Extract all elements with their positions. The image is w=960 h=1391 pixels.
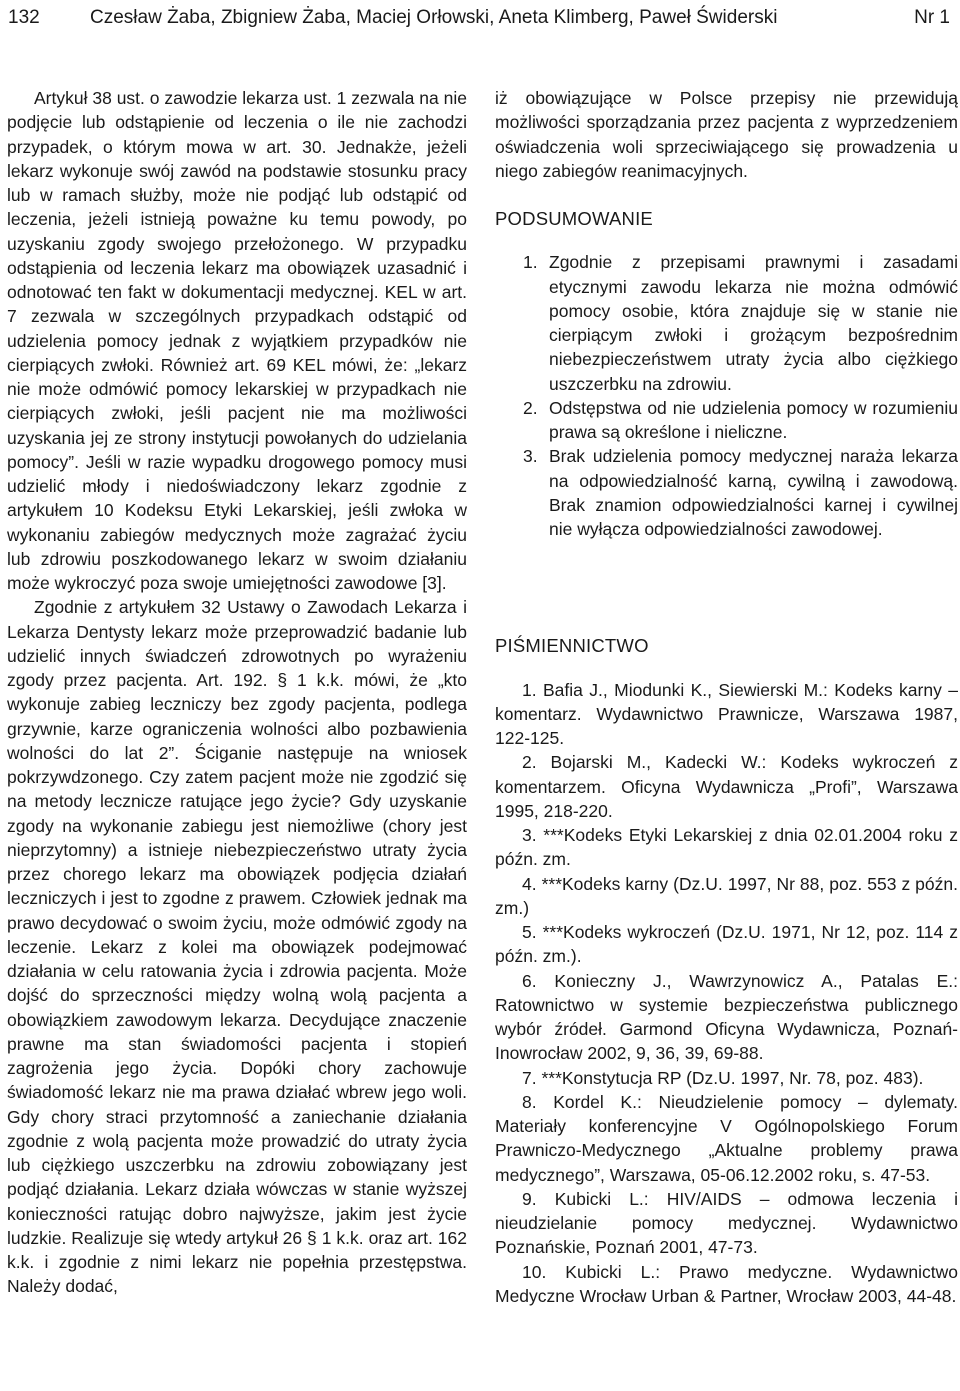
summary-item [495,250,958,396]
summary-item [495,444,958,541]
running-header-authors: Czesław Żaba, Zbigniew Żaba, Maciej Orłowski, Aneta Klimberg, Paweł Świderski [90,7,778,28]
reference-item: 9. Kubicki L.: HIV/AIDS – odmowa leczenia i nieudzielanie pomocy medycznej. Wydawnictwo Poznańskie, Poznań 2001, 47-73. [495,1188,958,1258]
reference-list [495,678,958,1309]
body-paragraph: Zgodnie z artykułem 32 Ustawy o Zawodach Lekarza i Lekarza Dentysty lekarz może przeprowadzić badanie lub udzielić innych świadczeń zdrowotnych po wyrażeniu zgody przez pacjenta. Art. 192. § 1 k.k. mówi, że „kto wykonuje zabieg leczniczy bez zgody pacjenta, podlega grzywnie, karze ograniczenia wolności albo pozbawienia wolności do lat 2”. Ściganie następuje na wniosek pokrzywdzonego. Czy zatem pacjent może nie zgodzić się na metody lecznicze ratujące jego życie? Gdy uzyskanie zgody na wykonanie zabiegu jest niemożliwe (chory jest nieprzytomny) a istnieje niebezpieczeństwo utraty życia przez chorego lekarz ma obowiązek podjęcia działań leczniczych i jest to zgodne z prawem. Człowiek jednak ma prawo decydować o swoim życiu, może odmówić zgody na leczenie. Lekarz z kolei ma obowiązek podejmować działania w celu ratowania życia i zdrowia pacjenta. Może dojść do sprzeczności między wolną wolą pacjenta a obowiązkiem zawodowym lekarza. Decydujące znaczenie prawne ma stan świadomości pacjenta i stopień zagrożenia jego życia. Dopóki chory zachowuje świadomość lekarz nie ma prawa działać wbrew jego woli. Gdy chory straci przytomność a zaniechanie działania zgodnie z wolą pacjenta może prowadzić do utraty życia lub ciężkiego uszczerbku na zdrowiu zobowiązany jest podjąć działania. Lekarz działa wówczas w stanie wyższej konieczności ratując dobro najwyższe, jakim jest życie ludzkie. Realizuje się wtedy artykuł 26 § 1 k.k. oraz art. 162 k.k. i zgodnie z nimi lekarz nie popełnia przestępstwa. Należy dodać, [7,597,467,1297]
right-column [495,86,958,1308]
reference-item: 5. ***Kodeks wykroczeń (Dz.U. 1971, Nr 12, poz. 114 z późn. zm.). [495,922,958,967]
summary-item-number: 2. [523,397,538,418]
issue-number: Nr 1 [914,7,950,28]
running-header [8,5,952,31]
reference-item: 3. ***Kodeks Etyki Lekarskiej z dnia 02.01.2004 roku z późn. zm. [495,825,958,870]
reference-item: 10. Kubicki L.: Prawo medyczne. Wydawnictwo Medyczne Wrocław Urban & Partner, Wrocław 2003, 44-48. [495,1261,958,1306]
summary-item [495,396,958,445]
reference-item: 8. Kordel K.: Nieudzielenie pomocy – dylematy. Materiały konferencyjne V Ogólnopolskiego Forum Prawniczo-Medycznego „Aktualne problemy prawa medycznego”, Warszawa, 05-06.12.2002 roku, s. 47-53. [495,1091,958,1185]
references-heading: PIŚMIENNICTWO [495,635,649,657]
reference-item: 1. Bafia J., Miodunki K., Siewierski M.: Kodeks karny – komentarz. Wydawnictwo Prawnicze, Warszawa 1987, 122-125. [495,679,958,748]
page-number: 132 [8,7,40,28]
body-paragraph: Artykuł 38 ust. o zawodzie lekarza ust. 1 zezwala na nie podjęcie lub odstąpienie od leczenia o ile nie zachodzi przypadek, o którym mowa w art. 30. Jednakże, jeżeli lekarz wykonuje swój zawód na podstawie stosunku pracy lub w ramach służby, może nie podjąć lub odstąpić od leczenia, jeżeli istnieją poważne ku temu powody, po uzyskaniu zgody swojego przełożonego. W przypadku odstąpienia od leczenia lekarz ma obowiązek uzasadnić i odnotować ten fakt w dokumentacji medycznej. KEL w art. 7 zezwala w szczególnych przypadkach odstąpić od udzielenia pomocy jednak z wyjątkiem przypadków nie cierpiących zwłoki. Również art. 69 KEL mówi, że: „lekarz nie może odmówić pomocy lekarskiej w przypadkach nie cierpiących zwłoki, jeśli pacjent nie ma możliwości uzyskania jej ze strony instytucji powołanych do udzielania pomocy”. Jeśli w razie wypadku drogowego pomocy musi udzielić młody i niedoświadczony lekarz zgodnie z artykułem 10 Kodeksu Etyki Lekarskiej, jeśli zwłoka w wykonaniu zabiegów medycznych może zagrażać życiu lub zdrowiu poszkodowanego lekarz w swoim działaniu może wykroczyć poza swoje umiejętności zawodowe [3]. [7,88,467,593]
left-column [7,86,467,1299]
summary-item-text: Odstępstwa od nie udzielenia pomocy w rozumieniu prawa są określone i nieliczne. [549,397,958,442]
reference-item: 6. Konieczny J., Wawrzynowicz A., Patalas E.: Ratownictwo w systemie bezpieczeństwa publicznego wybór źródeł. Garmond Oficyna Wydawnicza, Poznań-Inowrocław 2002, 9, 36, 39, 69-88. [495,970,958,1064]
summary-item-number: 3. [523,446,538,467]
summary-heading: PODSUMOWANIE [495,208,653,229]
summary-list [495,250,958,541]
summary-item-text: Zgodnie z przepisami prawnymi i zasadami etycznymi zawodu lekarza nie można odmówić pomocy osobie, która znajduje się w stanie nie cierpiącym zwłoki i grożącym bezpośrednim niebezpieczeństwem utraty życia albo ciężkiego uszczerbku na zdrowiu. [549,252,958,394]
summary-item-number: 1. [523,252,538,273]
reference-item: 7. ***Konstytucja RP (Dz.U. 1997, Nr. 78, poz. 483). [522,1067,924,1088]
summary-item-text: Brak udzielenia pomocy medycznej naraża lekarza na odpowiedzialność karną, cywilną i zawodową. Brak znamion odpowiedzialności karnej i cywilnej nie wyłącza odpowiedzialności zawodowej. [549,446,958,539]
reference-item: 2. Bojarski M., Kadecki W.: Kodeks wykroczeń z komentarzem. Oficyna Wydawnicza „Profi”, Warszawa 1995, 218-220. [495,752,958,821]
body-paragraph-continuation: iż obowiązujące w Polsce przepisy nie przewidują możliwości sporządzania przez pacjenta z wyprzedzeniem oświadczenia woli sprzeciwiającego się prowadzenia u niego zabiegów reanimacyjnych. [495,88,958,181]
reference-item: 4. ***Kodeks karny (Dz.U. 1997, Nr 88, poz. 553 z późn. zm.) [495,873,958,918]
